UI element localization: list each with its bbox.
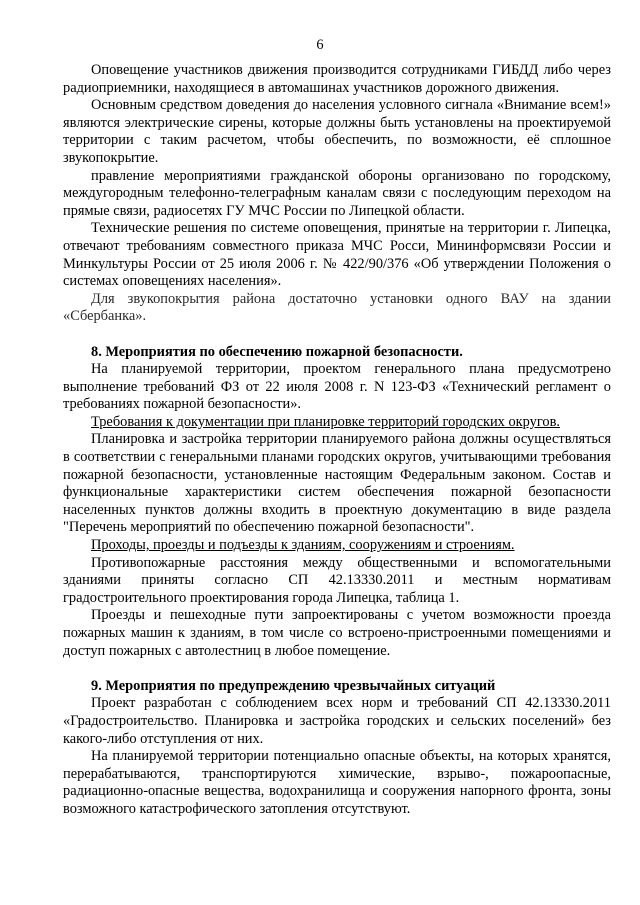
page-number: 6 <box>316 37 324 53</box>
section-heading-fire-safety: 8. Мероприятия по обеспечению пожарной безопасности. <box>91 343 463 360</box>
paragraph-planning: Планировка и застройка территории планируемого района должны осуществляться в соответствии с генеральными планами городских округов, учитывающими требования пожарной безопасности, установленные настоящим Федеральным законом. Состав и функциональные характеристики систем обеспечения пожарной безопасности населенных пунктов должны входить в проектную документацию в виде раздела "Перечень мероприятий по обеспечению пожарной безопасности". <box>63 431 611 536</box>
paragraph-technical-solutions: Технические решения по системе оповещения, принятые на территории г. Липецка, отвечают требованиям совместного приказа МЧС Росси, Мининформсвязи России и Минкультуры России от 25 июля 2006 г. № 422/90/376 «Об утверждении Положения о системах оповещениях населения». <box>63 220 611 290</box>
paragraph-traffic-notification: Оповещение участников движения производится сотрудниками ГИБДД либо через радиоприемники, находящиеся в автомашинах участников дорожного движения. <box>63 62 611 96</box>
paragraph-hazardous-objects: На планируемой территории потенциально опасные объекты, на которых хранятся, перерабатываются, транспортируются химические, взрыво-, пожароопасные, радиационно-опасные вещества, водохранилища и сооружения напорного фронта, зоны возможного катастрофического затопления отсутствуют. <box>63 748 611 817</box>
section-heading-emergency: 9. Мероприятия по предупреждению чрезвычайных ситуаций <box>91 677 496 694</box>
spacer <box>63 660 611 678</box>
paragraph-fire-law: На планируемой территории, проектом генерального плана предусмотрено выполнение требований ФЗ от 22 июля 2008 г. N 123-ФЗ «Технический регламент о требованиях пожарной безопасности». <box>63 361 611 413</box>
spacer <box>63 326 611 344</box>
paragraph-fire-access: Проезды и пешеходные пути запроектированы с учетом возможности проезда пожарных машин к зданиям, в том числе со встроено-пристроенными помещениями и доступ пожарных с автолестниц в любое помещение. <box>63 607 611 659</box>
document-body <box>63 62 611 819</box>
paragraph-civil-defense: правление мероприятиями гражданской обороны организовано по городскому, междугородным телефонно-телеграфным каналам связи с последующим переходом на прямые связи, радиосетях ГУ МЧС России по Липецкой области. <box>63 167 611 219</box>
subheading-passages: Проходы, проезды и подъезды к зданиям, сооружениям и строениям. <box>91 537 515 554</box>
paragraph-fire-distances: Противопожарные расстояния между общественными и вспомогательными зданиями приняты согласно СП 42.13330.2011 и местным нормативам градостроительного проектирования города Липецка, таблица 1. <box>63 554 611 606</box>
paragraph-sirens: Основным средством доведения до населения условного сигнала «Внимание всем!» являются электрические сирены, которые должны быть установлены на проектируемой территории с таким расчетом, чтобы обеспечить, по возможности, её сплошное звукопокрытие. <box>63 97 611 166</box>
paragraph-sound-coverage: Для звукопокрытия района достаточно установки одного ВАУ на здании «Сбербанка». <box>63 290 611 325</box>
subheading-documentation-requirements: Требования к документации при планировке территорий городских округов. <box>91 413 560 430</box>
paragraph-project-norms: Проект разработан с соблюдением всех норм и требований СП 42.13330.2011 «Градостроительство. Планировка и застройка городских и сельских поселений» без какого-либо отступления от них. <box>63 695 611 747</box>
